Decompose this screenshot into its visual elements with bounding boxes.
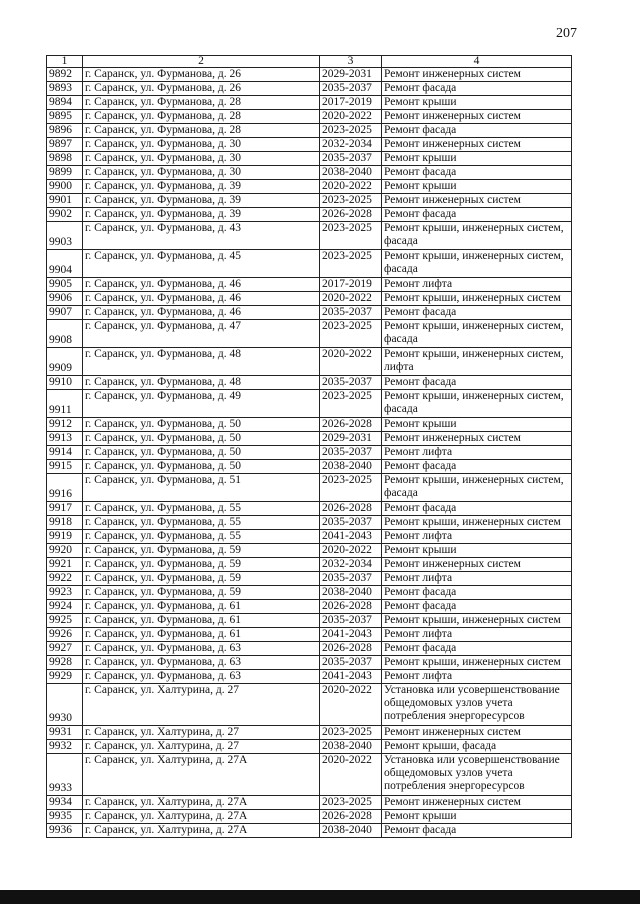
address-cell: г. Саранск, ул. Фурманова, д. 39: [83, 180, 320, 194]
work-type-cell: Ремонт инженерных систем: [382, 110, 572, 124]
row-number: 9924: [47, 600, 83, 614]
row-number: 9922: [47, 572, 83, 586]
table-body: [47, 56, 572, 838]
address-cell: г. Саранск, ул. Фурманова, д. 50: [83, 432, 320, 446]
work-type-cell: Ремонт лифта: [382, 670, 572, 684]
row-number: 9930: [47, 684, 83, 726]
period-cell: 2026-2028: [320, 418, 382, 432]
address-cell: г. Саранск, ул. Фурманова, д. 45: [83, 250, 320, 278]
address-cell: г. Саранск, ул. Фурманова, д. 46: [83, 306, 320, 320]
row-number: 9905: [47, 278, 83, 292]
work-type-cell: Ремонт крыши, инженерных систем, фасада: [382, 250, 572, 278]
table-row: [47, 810, 572, 824]
period-cell: 2035-2037: [320, 376, 382, 390]
address-cell: г. Саранск, ул. Фурманова, д. 55: [83, 502, 320, 516]
row-number: 9927: [47, 642, 83, 656]
header-col-3: 3: [320, 56, 382, 68]
work-type-cell: Ремонт инженерных систем: [382, 138, 572, 152]
table-row: [47, 292, 572, 306]
table-row: [47, 124, 572, 138]
work-type-cell: Ремонт лифта: [382, 530, 572, 544]
row-number: 9907: [47, 306, 83, 320]
period-cell: 2023-2025: [320, 250, 382, 278]
row-number: 9908: [47, 320, 83, 348]
period-cell: 2038-2040: [320, 824, 382, 838]
period-cell: 2020-2022: [320, 754, 382, 796]
work-type-cell: Ремонт крыши: [382, 96, 572, 110]
address-cell: г. Саранск, ул. Фурманова, д. 28: [83, 96, 320, 110]
address-cell: г. Саранск, ул. Фурманова, д. 46: [83, 278, 320, 292]
period-cell: 2038-2040: [320, 586, 382, 600]
address-cell: г. Саранск, ул. Фурманова, д. 43: [83, 222, 320, 250]
table-row: [47, 544, 572, 558]
address-cell: г. Саранск, ул. Фурманова, д. 46: [83, 292, 320, 306]
address-cell: г. Саранск, ул. Халтурина, д. 27А: [83, 796, 320, 810]
period-cell: 2023-2025: [320, 194, 382, 208]
work-type-cell: Ремонт крыши, инженерных систем, лифта: [382, 348, 572, 376]
row-number: 9913: [47, 432, 83, 446]
work-type-cell: Ремонт инженерных систем: [382, 68, 572, 82]
address-cell: г. Саранск, ул. Фурманова, д. 48: [83, 348, 320, 376]
table-row: [47, 278, 572, 292]
address-cell: г. Саранск, ул. Фурманова, д. 63: [83, 670, 320, 684]
period-cell: 2023-2025: [320, 726, 382, 740]
address-cell: г. Саранск, ул. Халтурина, д. 27А: [83, 824, 320, 838]
period-cell: 2023-2025: [320, 390, 382, 418]
table-row: [47, 68, 572, 82]
row-number: 9919: [47, 530, 83, 544]
period-cell: 2029-2031: [320, 432, 382, 446]
work-type-cell: Ремонт крыши, инженерных систем: [382, 516, 572, 530]
table-row: [47, 348, 572, 376]
period-cell: 2023-2025: [320, 124, 382, 138]
period-cell: 2026-2028: [320, 208, 382, 222]
header-col-4: 4: [382, 56, 572, 68]
work-type-cell: Ремонт крыши, инженерных систем: [382, 614, 572, 628]
row-number: 9918: [47, 516, 83, 530]
address-cell: г. Саранск, ул. Фурманова, д. 47: [83, 320, 320, 348]
row-number: 9917: [47, 502, 83, 516]
table-row: [47, 166, 572, 180]
address-cell: г. Саранск, ул. Халтурина, д. 27А: [83, 754, 320, 796]
period-cell: 2020-2022: [320, 180, 382, 194]
address-cell: г. Саранск, ул. Фурманова, д. 30: [83, 152, 320, 166]
work-type-cell: Ремонт фасада: [382, 600, 572, 614]
address-cell: г. Саранск, ул. Фурманова, д. 61: [83, 600, 320, 614]
address-cell: г. Саранск, ул. Халтурина, д. 27: [83, 726, 320, 740]
row-number: 9914: [47, 446, 83, 460]
row-number: 9933: [47, 754, 83, 796]
work-type-cell: Ремонт крыши, инженерных систем, фасада: [382, 222, 572, 250]
work-type-cell: Ремонт крыши, инженерных систем, фасада: [382, 320, 572, 348]
period-cell: 2026-2028: [320, 810, 382, 824]
period-cell: 2032-2034: [320, 558, 382, 572]
work-type-cell: Ремонт крыши, инженерных систем: [382, 292, 572, 306]
table-row: [47, 586, 572, 600]
period-cell: 2035-2037: [320, 572, 382, 586]
table-row: [47, 824, 572, 838]
work-type-cell: Ремонт лифта: [382, 628, 572, 642]
table-row: [47, 796, 572, 810]
row-number: 9893: [47, 82, 83, 96]
period-cell: 2017-2019: [320, 278, 382, 292]
row-number: 9895: [47, 110, 83, 124]
period-cell: 2035-2037: [320, 152, 382, 166]
table-row: [47, 530, 572, 544]
address-cell: г. Саранск, ул. Фурманова, д. 50: [83, 446, 320, 460]
row-number: 9920: [47, 544, 83, 558]
table-row: [47, 684, 572, 726]
period-cell: 2035-2037: [320, 306, 382, 320]
table-row: [47, 320, 572, 348]
table-row: [47, 670, 572, 684]
row-number: 9911: [47, 390, 83, 418]
table-row: [47, 754, 572, 796]
header-col-2: 2: [83, 56, 320, 68]
table-row: [47, 180, 572, 194]
row-number: 9909: [47, 348, 83, 376]
row-number: 9892: [47, 68, 83, 82]
row-number: 9925: [47, 614, 83, 628]
row-number: 9912: [47, 418, 83, 432]
table-row: [47, 516, 572, 530]
work-type-cell: Ремонт инженерных систем: [382, 796, 572, 810]
period-cell: 2017-2019: [320, 96, 382, 110]
table-row: [47, 726, 572, 740]
work-type-cell: Ремонт фасада: [382, 306, 572, 320]
address-cell: г. Саранск, ул. Халтурина, д. 27: [83, 740, 320, 754]
period-cell: 2023-2025: [320, 796, 382, 810]
address-cell: г. Саранск, ул. Халтурина, д. 27А: [83, 810, 320, 824]
period-cell: 2035-2037: [320, 516, 382, 530]
work-type-cell: Ремонт крыши: [382, 152, 572, 166]
table-row: [47, 502, 572, 516]
address-cell: г. Саранск, ул. Фурманова, д. 59: [83, 558, 320, 572]
work-type-cell: Ремонт крыши: [382, 810, 572, 824]
scan-bottom-edge: [0, 890, 640, 904]
row-number: 9931: [47, 726, 83, 740]
period-cell: 2026-2028: [320, 642, 382, 656]
address-cell: г. Саранск, ул. Фурманова, д. 59: [83, 572, 320, 586]
period-cell: 2020-2022: [320, 348, 382, 376]
address-cell: г. Саранск, ул. Фурманова, д. 39: [83, 194, 320, 208]
row-number: 9902: [47, 208, 83, 222]
table-row: [47, 432, 572, 446]
work-type-cell: Ремонт инженерных систем: [382, 194, 572, 208]
address-cell: г. Саранск, ул. Фурманова, д. 55: [83, 530, 320, 544]
row-number: 9935: [47, 810, 83, 824]
work-type-cell: Ремонт лифта: [382, 446, 572, 460]
period-cell: 2035-2037: [320, 446, 382, 460]
period-cell: 2026-2028: [320, 600, 382, 614]
row-number: 9936: [47, 824, 83, 838]
period-cell: 2026-2028: [320, 502, 382, 516]
row-number: 9904: [47, 250, 83, 278]
work-type-cell: Ремонт фасада: [382, 642, 572, 656]
address-cell: г. Саранск, ул. Фурманова, д. 63: [83, 642, 320, 656]
table-row: [47, 138, 572, 152]
table-row: [47, 740, 572, 754]
address-cell: г. Саранск, ул. Фурманова, д. 59: [83, 586, 320, 600]
period-cell: 2020-2022: [320, 544, 382, 558]
period-cell: 2023-2025: [320, 320, 382, 348]
table-row: [47, 558, 572, 572]
address-cell: г. Саранск, ул. Фурманова, д. 30: [83, 138, 320, 152]
work-type-cell: Ремонт крыши: [382, 544, 572, 558]
work-type-cell: Ремонт крыши, инженерных систем, фасада: [382, 474, 572, 502]
work-type-cell: Ремонт фасада: [382, 460, 572, 474]
address-cell: г. Саранск, ул. Фурманова, д. 26: [83, 68, 320, 82]
table-row: [47, 194, 572, 208]
table-row: [47, 110, 572, 124]
work-type-cell: Ремонт фасада: [382, 208, 572, 222]
work-type-cell: Ремонт крыши: [382, 418, 572, 432]
period-cell: 2020-2022: [320, 684, 382, 726]
work-type-cell: Ремонт фасада: [382, 82, 572, 96]
period-cell: 2035-2037: [320, 82, 382, 96]
work-type-cell: Ремонт инженерных систем: [382, 432, 572, 446]
table-row: [47, 642, 572, 656]
period-cell: 2041-2043: [320, 530, 382, 544]
period-cell: 2032-2034: [320, 138, 382, 152]
period-cell: 2041-2043: [320, 670, 382, 684]
work-type-cell: Ремонт инженерных систем: [382, 726, 572, 740]
row-number: 9923: [47, 586, 83, 600]
row-number: 9897: [47, 138, 83, 152]
period-cell: 2038-2040: [320, 166, 382, 180]
work-type-cell: Ремонт фасада: [382, 166, 572, 180]
address-cell: г. Саранск, ул. Фурманова, д. 50: [83, 460, 320, 474]
table-row: [47, 600, 572, 614]
row-number: 9901: [47, 194, 83, 208]
address-cell: г. Саранск, ул. Фурманова, д. 55: [83, 516, 320, 530]
period-cell: 2029-2031: [320, 68, 382, 82]
work-type-cell: Ремонт лифта: [382, 572, 572, 586]
table-row: [47, 460, 572, 474]
row-number: 9894: [47, 96, 83, 110]
table-row: [47, 614, 572, 628]
period-cell: 2020-2022: [320, 110, 382, 124]
repair-schedule-table: [46, 55, 572, 838]
table-row: [47, 376, 572, 390]
work-type-cell: Ремонт фасада: [382, 824, 572, 838]
table-row: [47, 208, 572, 222]
work-type-cell: Ремонт фасада: [382, 586, 572, 600]
table-row: [47, 390, 572, 418]
table-row: [47, 222, 572, 250]
address-cell: г. Саранск, ул. Фурманова, д. 51: [83, 474, 320, 502]
work-type-cell: Ремонт лифта: [382, 278, 572, 292]
work-type-cell: Ремонт инженерных систем: [382, 558, 572, 572]
address-cell: г. Саранск, ул. Фурманова, д. 61: [83, 614, 320, 628]
period-cell: 2023-2025: [320, 474, 382, 502]
row-number: 9926: [47, 628, 83, 642]
address-cell: г. Саранск, ул. Халтурина, д. 27: [83, 684, 320, 726]
address-cell: г. Саранск, ул. Фурманова, д. 28: [83, 110, 320, 124]
address-cell: г. Саранск, ул. Фурманова, д. 50: [83, 418, 320, 432]
address-cell: г. Саранск, ул. Фурманова, д. 63: [83, 656, 320, 670]
row-number: 9915: [47, 460, 83, 474]
work-type-cell: Ремонт фасада: [382, 376, 572, 390]
row-number: 9910: [47, 376, 83, 390]
table-row: [47, 656, 572, 670]
work-type-cell: Ремонт фасада: [382, 124, 572, 138]
table-row: [47, 152, 572, 166]
period-cell: 2038-2040: [320, 460, 382, 474]
row-number: 9896: [47, 124, 83, 138]
table-row: [47, 474, 572, 502]
row-number: 9934: [47, 796, 83, 810]
work-type-cell: Установка или усовершенствование общедомовых узлов учета потребления энергоресурсов: [382, 754, 572, 796]
row-number: 9921: [47, 558, 83, 572]
work-type-cell: Ремонт крыши: [382, 180, 572, 194]
table-row: [47, 82, 572, 96]
table-row: [47, 572, 572, 586]
header-col-1: 1: [47, 56, 83, 68]
work-type-cell: Ремонт крыши, инженерных систем: [382, 656, 572, 670]
row-number: 9916: [47, 474, 83, 502]
address-cell: г. Саранск, ул. Фурманова, д. 39: [83, 208, 320, 222]
table-row: [47, 306, 572, 320]
address-cell: г. Саранск, ул. Фурманова, д. 61: [83, 628, 320, 642]
period-cell: 2035-2037: [320, 656, 382, 670]
row-number: 9898: [47, 152, 83, 166]
address-cell: г. Саранск, ул. Фурманова, д. 28: [83, 124, 320, 138]
address-cell: г. Саранск, ул. Фурманова, д. 26: [83, 82, 320, 96]
row-number: 9900: [47, 180, 83, 194]
table-header-row: [47, 56, 572, 68]
row-number: 9906: [47, 292, 83, 306]
period-cell: 2020-2022: [320, 292, 382, 306]
address-cell: г. Саранск, ул. Фурманова, д. 49: [83, 390, 320, 418]
table-row: [47, 628, 572, 642]
row-number: 9932: [47, 740, 83, 754]
period-cell: 2035-2037: [320, 614, 382, 628]
row-number: 9929: [47, 670, 83, 684]
row-number: 9928: [47, 656, 83, 670]
work-type-cell: Ремонт крыши, фасада: [382, 740, 572, 754]
period-cell: 2041-2043: [320, 628, 382, 642]
table-row: [47, 250, 572, 278]
row-number: 9899: [47, 166, 83, 180]
work-type-cell: Ремонт крыши, инженерных систем, фасада: [382, 390, 572, 418]
address-cell: г. Саранск, ул. Фурманова, д. 30: [83, 166, 320, 180]
table-row: [47, 446, 572, 460]
page-number: 207: [556, 26, 577, 41]
period-cell: 2023-2025: [320, 222, 382, 250]
row-number: 9903: [47, 222, 83, 250]
table-row: [47, 96, 572, 110]
period-cell: 2038-2040: [320, 740, 382, 754]
address-cell: г. Саранск, ул. Фурманова, д. 48: [83, 376, 320, 390]
address-cell: г. Саранск, ул. Фурманова, д. 59: [83, 544, 320, 558]
work-type-cell: Ремонт фасада: [382, 502, 572, 516]
work-type-cell: Установка или усовершенствование общедомовых узлов учета потребления энергоресурсов: [382, 684, 572, 726]
table-row: [47, 418, 572, 432]
